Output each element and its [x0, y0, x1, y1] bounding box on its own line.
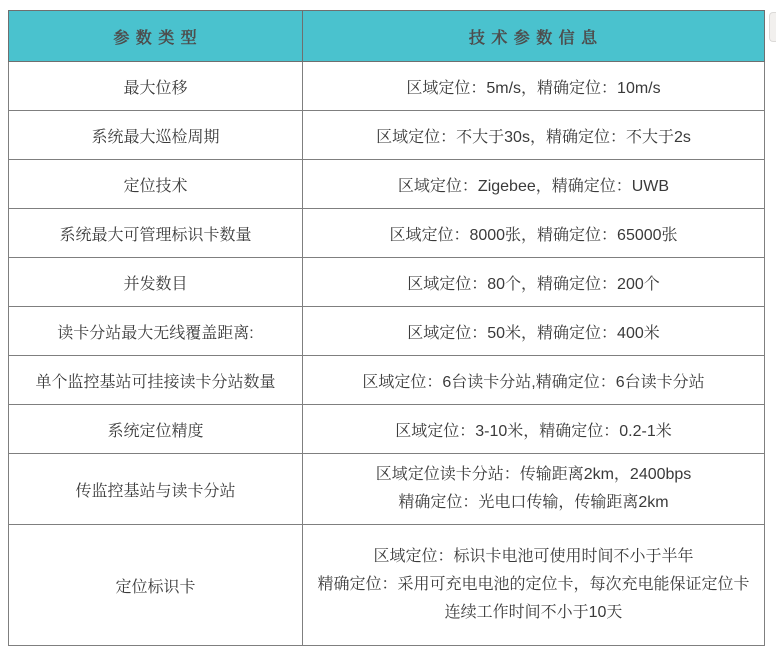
param-name-cell: 最大位移: [9, 62, 303, 111]
param-value-line: 精确定位：采用可充电电池的定位卡，每次充电能保证定位卡: [317, 576, 750, 593]
param-value-line: 精确定位：光电口传输，传输距离2km: [398, 494, 669, 511]
table-row: [9, 209, 765, 258]
param-value-line: 区域定位读卡分站：传输距离2km，2400bps: [375, 466, 692, 483]
param-name-cell: 传监控基站与读卡分站: [9, 454, 303, 525]
scrollbar-thumb[interactable]: [769, 12, 776, 42]
param-value-cell: [303, 525, 765, 646]
table-row: [9, 160, 765, 209]
table-row: [9, 111, 765, 160]
table-row: [9, 307, 765, 356]
param-value-cell: 区域定位：3-10米，精确定位：0.2-1米: [303, 405, 765, 454]
param-name-cell: 定位技术: [9, 160, 303, 209]
param-name-cell: 系统最大可管理标识卡数量: [9, 209, 303, 258]
table-row: [9, 525, 765, 646]
param-value-line: 连续工作时间不小于10天: [444, 604, 623, 621]
param-name-cell: 单个监控基站可挂接读卡分站数量: [9, 356, 303, 405]
param-name-cell: 并发数目: [9, 258, 303, 307]
param-name-cell: 系统最大巡检周期: [9, 111, 303, 160]
column-header-param-type: 参 数 类 型: [9, 11, 303, 62]
table-header-row: [9, 11, 765, 62]
column-header-tech-info: 技 术 参 数 信 息: [303, 11, 765, 62]
table-row: [9, 356, 765, 405]
table-row: [9, 405, 765, 454]
param-value-line: 区域定位：标识卡电池可使用时间不小于半年: [373, 548, 694, 565]
param-name-cell: 读卡分站最大无线覆盖距离:: [9, 307, 303, 356]
table-row: [9, 62, 765, 111]
table-row: [9, 258, 765, 307]
param-name-cell: 系统定位精度: [9, 405, 303, 454]
param-value-cell: 区域定位：Zigebee，精确定位：UWB: [303, 160, 765, 209]
param-value-cell: 区域定位：5m/s，精确定位：10m/s: [303, 62, 765, 111]
param-value-cell: 区域定位：不大于30s，精确定位：不大于2s: [303, 111, 765, 160]
param-name-cell: 定位标识卡: [9, 525, 303, 646]
table-row: [9, 454, 765, 525]
parameters-table: [8, 10, 765, 646]
param-value-cell: 区域定位：8000张，精确定位：65000张: [303, 209, 765, 258]
param-value-cell: 区域定位：50米，精确定位：400米: [303, 307, 765, 356]
param-value-cell: 区域定位：6台读卡分站,精确定位：6台读卡分站: [303, 356, 765, 405]
param-value-cell: 区域定位：80个，精确定位：200个: [303, 258, 765, 307]
param-value-cell: [303, 454, 765, 525]
